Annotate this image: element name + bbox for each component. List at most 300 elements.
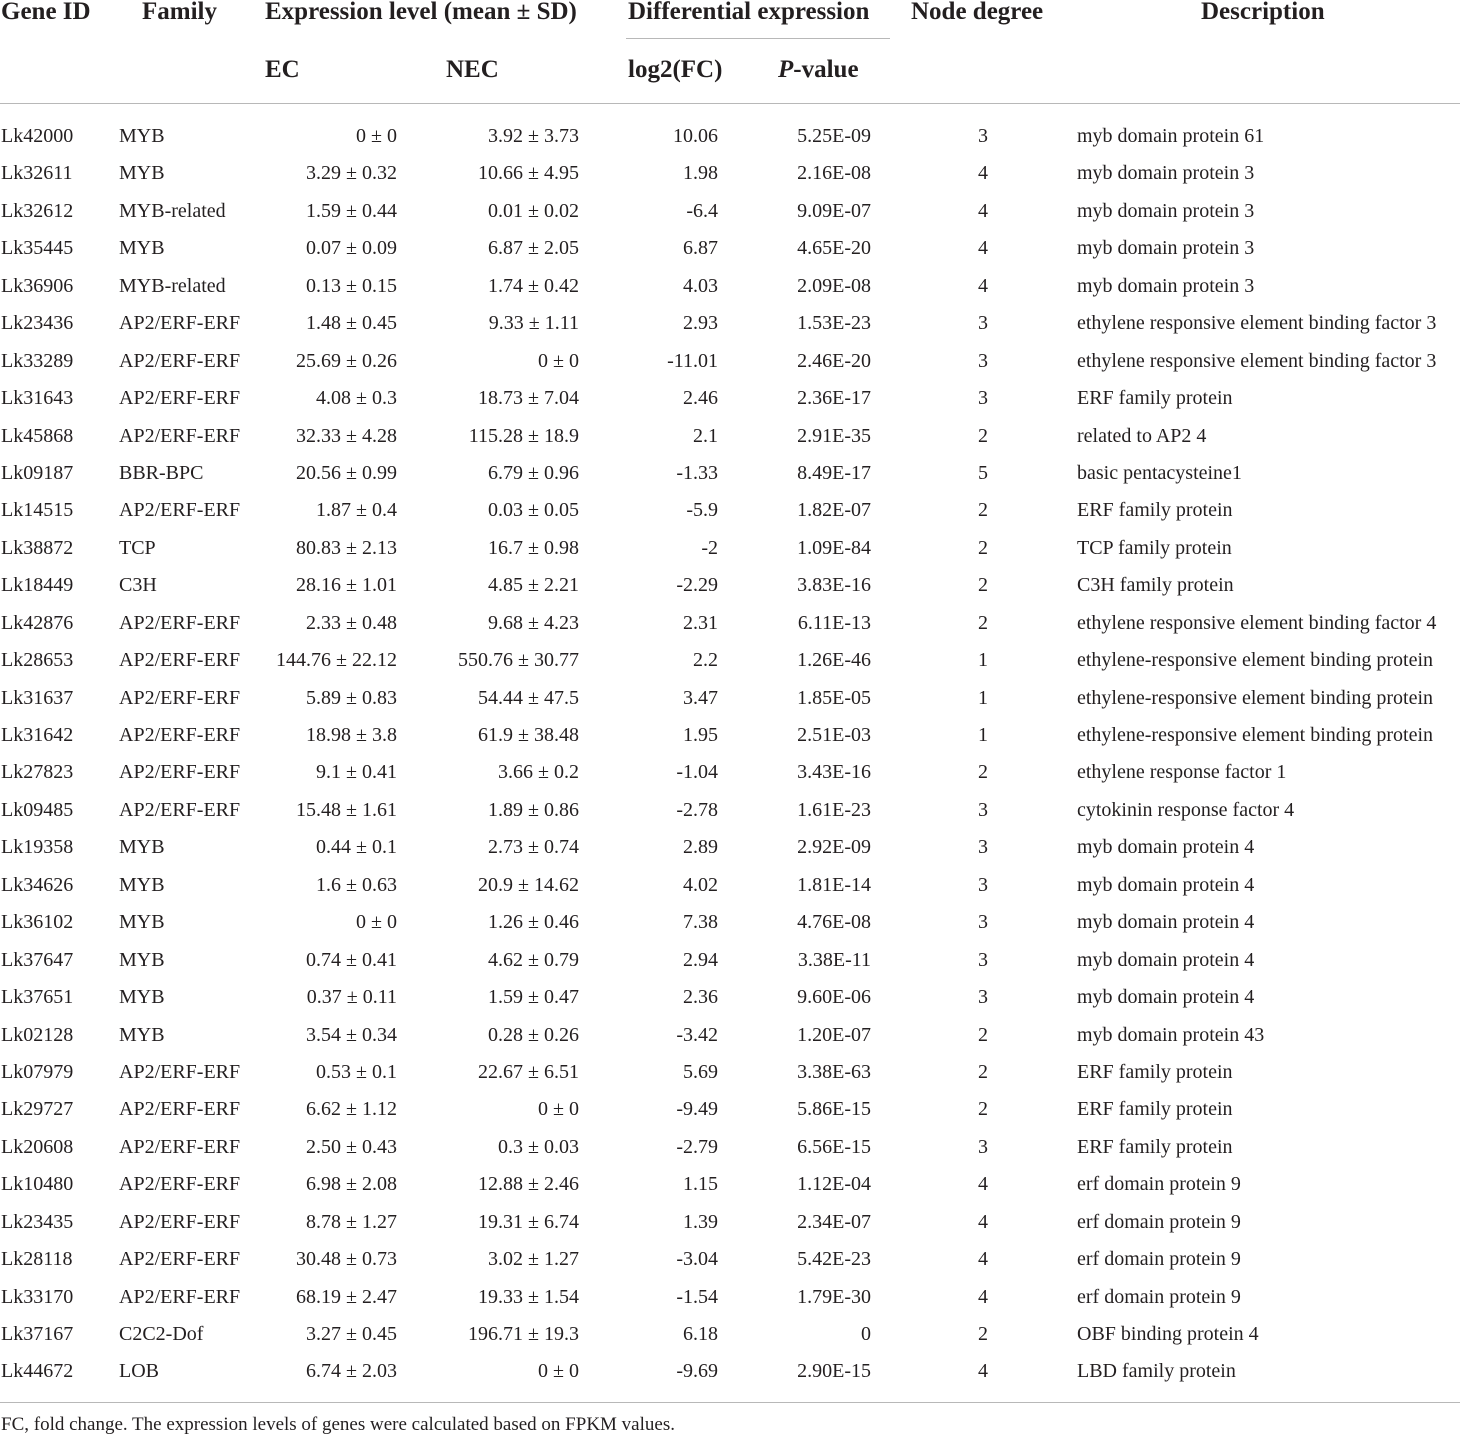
cell-family: C3H <box>119 574 157 597</box>
cell-p-value: 3.38E-11 <box>797 948 871 971</box>
cell-node-degree: 5 <box>978 461 988 484</box>
cell-description: myb domain protein 43 <box>1077 1023 1265 1046</box>
cell-nec-expression: 9.68 ± 4.23 <box>488 611 579 634</box>
header-description: Description <box>1201 0 1325 25</box>
cell-ec-expression: 9.1 ± 0.41 <box>316 761 397 784</box>
cell-log2fc: 4.03 <box>683 274 718 297</box>
cell-family: AP2/ERF-ERF <box>119 611 241 634</box>
cell-description: ERF family protein <box>1077 1135 1233 1158</box>
cell-log2fc: -1.04 <box>676 761 718 784</box>
cell-nec-expression: 6.87 ± 2.05 <box>488 237 579 260</box>
cell-family: AP2/ERF-ERF <box>119 1060 241 1083</box>
cell-nec-expression: 1.59 ± 0.47 <box>488 986 579 1009</box>
header-differential-expression: Differential expression <box>628 0 870 25</box>
cell-log2fc: 10.06 <box>673 125 718 147</box>
cell-nec-expression: 20.9 ± 14.62 <box>478 873 579 896</box>
cell-ec-expression: 0.74 ± 0.41 <box>306 948 397 971</box>
table-row <box>0 1279 1460 1316</box>
cell-gene-id: Lk36102 <box>1 911 74 934</box>
cell-p-value: 3.38E-63 <box>797 1060 871 1083</box>
cell-log2fc: -1.33 <box>676 461 718 484</box>
cell-family: AP2/ERF-ERF <box>119 649 241 672</box>
table-row <box>0 1241 1460 1278</box>
cell-family: MYB <box>119 237 165 260</box>
cell-description: ethylene-responsive element binding protein <box>1077 686 1434 709</box>
cell-p-value: 1.53E-23 <box>797 312 871 335</box>
cell-log2fc: 3.47 <box>683 686 718 709</box>
cell-nec-expression: 0.01 ± 0.02 <box>488 199 579 222</box>
cell-p-value: 1.26E-46 <box>797 649 871 672</box>
cell-family: MYB <box>119 986 165 1009</box>
cell-node-degree: 3 <box>978 986 988 1009</box>
cell-gene-id: Lk34626 <box>1 873 74 896</box>
cell-node-degree: 2 <box>978 1323 988 1345</box>
table-row <box>0 455 1460 492</box>
cell-p-value: 3.83E-16 <box>797 574 871 597</box>
cell-family: MYB <box>119 911 165 934</box>
cell-nec-expression: 22.67 ± 6.51 <box>478 1060 579 1083</box>
cell-node-degree: 2 <box>978 611 988 634</box>
cell-node-degree: 3 <box>978 873 988 896</box>
cell-p-value: 3.43E-16 <box>797 761 871 784</box>
table-row <box>0 904 1460 941</box>
cell-ec-expression: 18.98 ± 3.8 <box>306 724 397 746</box>
cell-nec-expression: 61.9 ± 38.48 <box>478 724 579 746</box>
cell-ec-expression: 1.48 ± 0.45 <box>306 312 397 335</box>
cell-description: LBD family protein <box>1077 1360 1236 1383</box>
cell-p-value: 4.65E-20 <box>797 237 871 260</box>
table-row <box>0 792 1460 829</box>
cell-gene-id: Lk45868 <box>1 424 74 447</box>
cell-gene-id: Lk31637 <box>1 686 74 709</box>
cell-nec-expression: 196.71 ± 19.3 <box>468 1323 579 1345</box>
cell-log2fc: -1.54 <box>676 1285 718 1308</box>
cell-ec-expression: 0.13 ± 0.15 <box>306 274 397 297</box>
cell-gene-id: Lk42876 <box>1 611 74 634</box>
cell-ec-expression: 0.07 ± 0.09 <box>306 237 397 260</box>
cell-node-degree: 3 <box>978 1135 988 1158</box>
cell-nec-expression: 550.76 ± 30.77 <box>458 649 579 672</box>
table-row <box>0 867 1460 904</box>
table-row <box>0 1054 1460 1091</box>
cell-ec-expression: 6.74 ± 2.03 <box>306 1360 397 1383</box>
cell-nec-expression: 10.66 ± 4.95 <box>478 162 579 185</box>
table-row <box>0 230 1460 267</box>
cell-gene-id: Lk32612 <box>1 199 74 222</box>
cell-ec-expression: 28.16 ± 1.01 <box>296 574 397 597</box>
cell-family: MYB <box>119 1023 165 1046</box>
table-row <box>0 754 1460 791</box>
cell-description: myb domain protein 4 <box>1077 986 1255 1009</box>
table-row <box>0 717 1460 754</box>
cell-ec-expression: 1.59 ± 0.44 <box>306 199 397 222</box>
cell-p-value: 2.91E-35 <box>797 424 871 447</box>
cell-description: ethylene responsive element binding factor 4 <box>1077 611 1437 634</box>
cell-gene-id: Lk37647 <box>1 948 74 971</box>
table-row <box>0 268 1460 305</box>
table-row <box>0 1204 1460 1241</box>
cell-ec-expression: 4.08 ± 0.3 <box>316 387 397 410</box>
cell-ec-expression: 32.33 ± 4.28 <box>296 424 397 447</box>
cell-family: AP2/ERF-ERF <box>119 686 241 709</box>
cell-family: AP2/ERF-ERF <box>119 1285 241 1308</box>
cell-family: AP2/ERF-ERF <box>119 387 241 410</box>
cell-node-degree: 1 <box>978 649 988 672</box>
cell-gene-id: Lk27823 <box>1 761 74 784</box>
table-row <box>0 118 1460 155</box>
cell-ec-expression: 0.53 ± 0.1 <box>316 1060 397 1083</box>
header-p-value <box>778 57 859 82</box>
cell-gene-id: Lk38872 <box>1 536 74 559</box>
cell-description: myb domain protein 3 <box>1077 274 1255 297</box>
cell-log2fc: 1.15 <box>683 1173 718 1196</box>
cell-nec-expression: 9.33 ± 1.11 <box>488 312 579 335</box>
cell-node-degree: 3 <box>978 349 988 372</box>
cell-log2fc: 4.02 <box>683 873 718 896</box>
table-row <box>0 829 1460 866</box>
cell-family: MYB-related <box>119 274 226 297</box>
cell-ec-expression: 6.98 ± 2.08 <box>306 1173 397 1196</box>
cell-node-degree: 4 <box>978 274 988 297</box>
cell-gene-id: Lk28653 <box>1 649 74 672</box>
cell-family: MYB <box>119 873 165 896</box>
cell-node-degree: 2 <box>978 424 988 447</box>
cell-description: ethylene responsive element binding factor 3 <box>1077 312 1437 335</box>
cell-gene-id: Lk33289 <box>1 349 74 372</box>
cell-ec-expression: 0 ± 0 <box>356 125 397 147</box>
table-row <box>0 1166 1460 1203</box>
table-body <box>0 118 1460 1391</box>
cell-gene-id: Lk18449 <box>1 574 74 597</box>
cell-nec-expression: 0 ± 0 <box>538 349 579 372</box>
cell-p-value: 2.92E-09 <box>797 836 871 859</box>
header-bottom-rule <box>0 103 1460 104</box>
cell-description: erf domain protein 9 <box>1077 1248 1241 1271</box>
cell-gene-id: Lk07979 <box>1 1060 74 1083</box>
cell-p-value: 2.51E-03 <box>797 724 871 746</box>
cell-gene-id: Lk09187 <box>1 461 74 484</box>
cell-ec-expression: 80.83 ± 2.13 <box>296 536 397 559</box>
cell-family: MYB <box>119 125 165 147</box>
cell-ec-expression: 1.87 ± 0.4 <box>316 499 397 522</box>
table-row <box>0 492 1460 529</box>
table-row <box>0 680 1460 717</box>
cell-description: cytokinin response factor 4 <box>1077 798 1295 821</box>
cell-node-degree: 4 <box>978 162 988 185</box>
cell-family: MYB <box>119 162 165 185</box>
cell-description: C3H family protein <box>1077 574 1234 597</box>
cell-log2fc: 1.98 <box>683 162 718 185</box>
table-row <box>0 343 1460 380</box>
cell-family: AP2/ERF-ERF <box>119 1173 241 1196</box>
cell-p-value: 6.11E-13 <box>797 611 871 634</box>
cell-family: AP2/ERF-ERF <box>119 1210 241 1233</box>
cell-gene-id: Lk20608 <box>1 1135 74 1158</box>
cell-nec-expression: 115.28 ± 18.9 <box>468 424 579 447</box>
cell-gene-id: Lk32611 <box>1 162 73 185</box>
header-log2fc: log2(FC) <box>628 56 723 83</box>
table-row <box>0 567 1460 604</box>
cell-log2fc: -2.29 <box>676 574 718 597</box>
cell-ec-expression: 144.76 ± 22.12 <box>276 649 397 672</box>
cell-gene-id: Lk36906 <box>1 274 74 297</box>
cell-ec-expression: 6.62 ± 1.12 <box>306 1098 397 1121</box>
cell-node-degree: 4 <box>978 1285 988 1308</box>
cell-family: TCP <box>119 536 156 559</box>
table-row <box>0 380 1460 417</box>
cell-p-value: 2.09E-08 <box>797 274 871 297</box>
cell-gene-id: Lk37651 <box>1 986 74 1009</box>
cell-nec-expression: 54.44 ± 47.5 <box>478 686 579 709</box>
cell-log2fc: 2.89 <box>683 836 718 859</box>
cell-ec-expression: 0.44 ± 0.1 <box>316 836 397 859</box>
cell-nec-expression: 19.33 ± 1.54 <box>478 1285 579 1308</box>
cell-node-degree: 3 <box>978 387 988 410</box>
cell-description: ERF family protein <box>1077 1098 1233 1121</box>
table-row <box>0 605 1460 642</box>
cell-description: erf domain protein 9 <box>1077 1210 1241 1233</box>
cell-ec-expression: 0 ± 0 <box>356 911 397 934</box>
cell-log2fc: -9.69 <box>676 1360 718 1383</box>
cell-node-degree: 3 <box>978 948 988 971</box>
cell-description: myb domain protein 3 <box>1077 237 1255 260</box>
cell-gene-id: Lk14515 <box>1 499 74 522</box>
cell-ec-expression: 3.27 ± 0.45 <box>306 1323 397 1345</box>
cell-nec-expression: 18.73 ± 7.04 <box>478 387 579 410</box>
cell-gene-id: Lk19358 <box>1 836 74 859</box>
cell-nec-expression: 0 ± 0 <box>538 1360 579 1383</box>
cell-description: erf domain protein 9 <box>1077 1285 1241 1308</box>
cell-family: C2C2-Dof <box>119 1323 204 1345</box>
cell-ec-expression: 1.6 ± 0.63 <box>316 873 397 896</box>
cell-log2fc: 5.69 <box>683 1060 718 1083</box>
cell-gene-id: Lk23435 <box>1 1210 74 1233</box>
header-nec: NEC <box>446 56 499 83</box>
cell-node-degree: 2 <box>978 1023 988 1046</box>
cell-description: ethylene-responsive element binding protein <box>1077 649 1434 672</box>
cell-gene-id: Lk28118 <box>1 1248 73 1271</box>
cell-node-degree: 4 <box>978 199 988 222</box>
cell-nec-expression: 16.7 ± 0.98 <box>488 536 579 559</box>
header-p-value-suffix: -value <box>793 56 859 83</box>
cell-p-value: 5.42E-23 <box>797 1248 871 1271</box>
table-row <box>0 942 1460 979</box>
cell-node-degree: 3 <box>978 911 988 934</box>
cell-log2fc: -2.79 <box>676 1135 718 1158</box>
cell-family: AP2/ERF-ERF <box>119 1248 241 1271</box>
cell-p-value: 1.09E-84 <box>797 536 871 559</box>
cell-node-degree: 4 <box>978 237 988 260</box>
cell-p-value: 2.34E-07 <box>797 1210 871 1233</box>
cell-family: MYB <box>119 836 165 859</box>
cell-gene-id: Lk23436 <box>1 312 74 335</box>
cell-gene-id: Lk44672 <box>1 1360 74 1383</box>
cell-log2fc: -6.4 <box>686 199 718 222</box>
cell-description: myb domain protein 3 <box>1077 199 1255 222</box>
header-ec: EC <box>265 56 300 83</box>
cell-nec-expression: 0.28 ± 0.26 <box>488 1023 579 1046</box>
cell-node-degree: 2 <box>978 761 988 784</box>
table-row <box>0 979 1460 1016</box>
cell-description: myb domain protein 4 <box>1077 836 1255 859</box>
cell-p-value: 1.12E-04 <box>797 1173 871 1196</box>
cell-gene-id: Lk42000 <box>1 125 74 147</box>
cell-nec-expression: 0 ± 0 <box>538 1098 579 1121</box>
cell-node-degree: 4 <box>978 1210 988 1233</box>
cell-p-value: 2.16E-08 <box>797 162 871 185</box>
cell-ec-expression: 68.19 ± 2.47 <box>296 1285 397 1308</box>
cell-ec-expression: 3.29 ± 0.32 <box>306 162 397 185</box>
header-family: Family <box>142 0 217 25</box>
cell-log2fc: 7.38 <box>683 911 718 934</box>
cell-log2fc: 6.87 <box>683 237 718 260</box>
cell-p-value: 1.81E-14 <box>797 873 871 896</box>
header-node-degree: Node degree <box>911 0 1044 25</box>
cell-p-value: 2.46E-20 <box>797 349 871 372</box>
cell-p-value: 1.61E-23 <box>797 798 871 821</box>
cell-p-value: 5.25E-09 <box>797 125 871 147</box>
cell-family: AP2/ERF-ERF <box>119 798 241 821</box>
cell-nec-expression: 19.31 ± 6.74 <box>478 1210 579 1233</box>
cell-node-degree: 1 <box>978 686 988 709</box>
cell-family: LOB <box>119 1360 159 1383</box>
cell-description: erf domain protein 9 <box>1077 1173 1241 1196</box>
cell-gene-id: Lk37167 <box>1 1323 74 1345</box>
cell-family: AP2/ERF-ERF <box>119 424 241 447</box>
cell-ec-expression: 15.48 ± 1.61 <box>296 798 397 821</box>
cell-nec-expression: 12.88 ± 2.46 <box>478 1173 579 1196</box>
cell-p-value: 9.09E-07 <box>797 199 871 222</box>
cell-description: myb domain protein 4 <box>1077 948 1255 971</box>
cell-p-value: 5.86E-15 <box>797 1098 871 1121</box>
cell-p-value: 2.36E-17 <box>797 387 871 410</box>
cell-log2fc: 2.2 <box>693 649 718 672</box>
cell-gene-id: Lk29727 <box>1 1098 74 1121</box>
cell-log2fc: -5.9 <box>686 499 718 522</box>
cell-gene-id: Lk09485 <box>1 798 74 821</box>
cell-description: TCP family protein <box>1077 536 1232 559</box>
cell-p-value: 8.49E-17 <box>797 461 871 484</box>
cell-nec-expression: 2.73 ± 0.74 <box>488 836 579 859</box>
cell-nec-expression: 4.62 ± 0.79 <box>488 948 579 971</box>
cell-p-value: 0 <box>861 1323 871 1345</box>
cell-description: myb domain protein 4 <box>1077 911 1255 934</box>
cell-node-degree: 2 <box>978 499 988 522</box>
cell-node-degree: 4 <box>978 1173 988 1196</box>
cell-description: ERF family protein <box>1077 387 1233 410</box>
cell-node-degree: 4 <box>978 1360 988 1383</box>
table-row <box>0 1017 1460 1054</box>
cell-log2fc: 2.1 <box>693 424 718 447</box>
table-row <box>0 193 1460 230</box>
cell-log2fc: -11.01 <box>667 349 718 372</box>
cell-log2fc: 1.39 <box>683 1210 718 1233</box>
cell-family: AP2/ERF-ERF <box>119 1098 241 1121</box>
cell-gene-id: Lk33170 <box>1 1285 74 1308</box>
cell-node-degree: 3 <box>978 836 988 859</box>
cell-node-degree: 4 <box>978 1248 988 1271</box>
table-row <box>0 1353 1460 1390</box>
header-p-value-italic: P <box>778 56 794 83</box>
cell-p-value: 1.82E-07 <box>797 499 871 522</box>
cell-nec-expression: 1.89 ± 0.86 <box>488 798 579 821</box>
cell-family: BBR-BPC <box>119 461 204 484</box>
table-row <box>0 1091 1460 1128</box>
cell-log2fc: 2.46 <box>683 387 718 410</box>
cell-family: AP2/ERF-ERF <box>119 724 241 746</box>
table-row <box>0 1129 1460 1166</box>
cell-p-value: 1.20E-07 <box>797 1023 871 1046</box>
cell-log2fc: -2 <box>701 536 718 559</box>
cell-gene-id: Lk35445 <box>1 237 74 260</box>
cell-family: AP2/ERF-ERF <box>119 312 241 335</box>
cell-log2fc: -3.04 <box>676 1248 718 1271</box>
cell-family: AP2/ERF-ERF <box>119 1135 241 1158</box>
cell-p-value: 9.60E-06 <box>797 986 871 1009</box>
cell-log2fc: 2.93 <box>683 312 718 335</box>
cell-nec-expression: 1.74 ± 0.42 <box>488 274 579 297</box>
cell-description: ethylene-responsive element binding protein <box>1077 724 1434 746</box>
cell-node-degree: 2 <box>978 574 988 597</box>
cell-nec-expression: 3.02 ± 1.27 <box>488 1248 579 1271</box>
table-row <box>0 418 1460 455</box>
cell-description: ERF family protein <box>1077 499 1233 522</box>
cell-ec-expression: 0.37 ± 0.11 <box>306 986 397 1009</box>
cell-ec-expression: 3.54 ± 0.34 <box>306 1023 397 1046</box>
cell-node-degree: 2 <box>978 536 988 559</box>
differential-expression-underline <box>626 38 890 39</box>
cell-family: AP2/ERF-ERF <box>119 349 241 372</box>
cell-node-degree: 3 <box>978 125 988 147</box>
cell-ec-expression: 20.56 ± 0.99 <box>296 461 397 484</box>
cell-ec-expression: 25.69 ± 0.26 <box>296 349 397 372</box>
cell-log2fc: 1.95 <box>683 724 718 746</box>
cell-nec-expression: 6.79 ± 0.96 <box>488 461 579 484</box>
cell-log2fc: 6.18 <box>683 1323 718 1345</box>
table-row <box>0 530 1460 567</box>
cell-nec-expression: 3.66 ± 0.2 <box>498 761 579 784</box>
cell-nec-expression: 1.26 ± 0.46 <box>488 911 579 934</box>
cell-log2fc: -2.78 <box>676 798 718 821</box>
table-row <box>0 1316 1460 1353</box>
cell-ec-expression: 8.78 ± 1.27 <box>306 1210 397 1233</box>
cell-ec-expression: 5.89 ± 0.83 <box>306 686 397 709</box>
cell-description: related to AP2 4 <box>1077 424 1207 447</box>
cell-p-value: 1.79E-30 <box>797 1285 871 1308</box>
table-footnote: FC, fold change. The expression levels of genes were calculated based on FPKM values. <box>1 1414 675 1435</box>
cell-log2fc: -3.42 <box>676 1023 718 1046</box>
cell-node-degree: 2 <box>978 1060 988 1083</box>
cell-ec-expression: 2.33 ± 0.48 <box>306 611 397 634</box>
table-row <box>0 305 1460 342</box>
cell-log2fc: 2.31 <box>683 611 718 634</box>
cell-description: myb domain protein 4 <box>1077 873 1255 896</box>
cell-nec-expression: 4.85 ± 2.21 <box>488 574 579 597</box>
cell-description: basic pentacysteine1 <box>1077 461 1242 484</box>
cell-description: ERF family protein <box>1077 1060 1233 1083</box>
cell-log2fc: 2.94 <box>683 948 718 971</box>
cell-nec-expression: 0.3 ± 0.03 <box>498 1135 579 1158</box>
cell-nec-expression: 3.92 ± 3.73 <box>488 125 579 147</box>
table-bottom-rule <box>0 1402 1460 1403</box>
cell-gene-id: Lk10480 <box>1 1173 74 1196</box>
header-expression-level: Expression level (mean ± SD) <box>265 0 577 25</box>
cell-nec-expression: 0.03 ± 0.05 <box>488 499 579 522</box>
cell-ec-expression: 2.50 ± 0.43 <box>306 1135 397 1158</box>
cell-gene-id: Lk31643 <box>1 387 74 410</box>
cell-p-value: 4.76E-08 <box>797 911 871 934</box>
cell-family: AP2/ERF-ERF <box>119 761 241 784</box>
